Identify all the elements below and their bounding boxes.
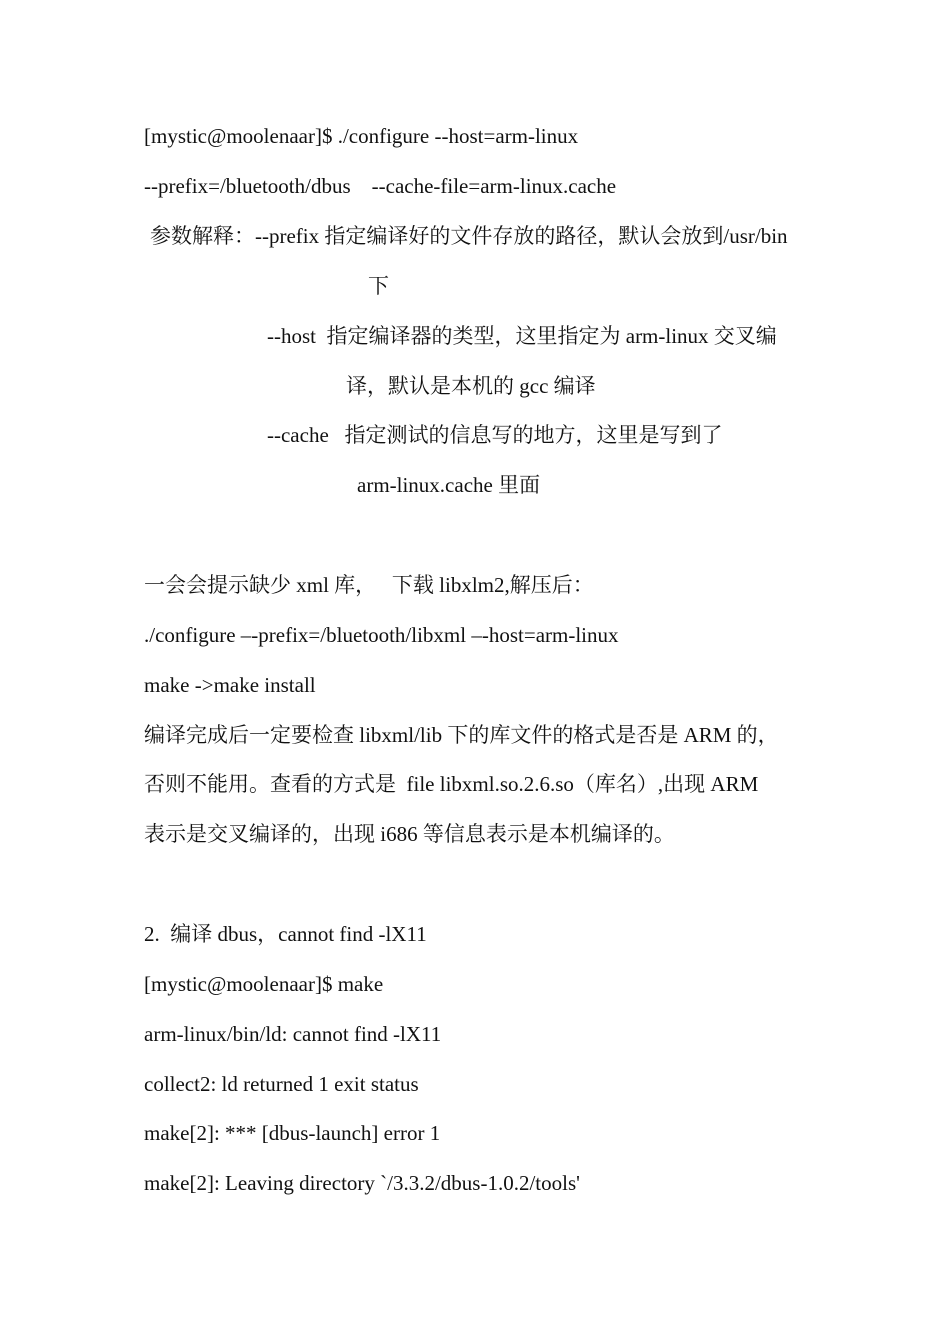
- param-host-continuation: 译，默认是本机的 gcc 编译: [346, 374, 596, 398]
- make-command-line: [mystic@moolenaar]$ make: [144, 972, 384, 996]
- param-prefix-continuation: 下: [368, 274, 389, 298]
- xml-missing-hint: 一会会提示缺少 xml 库， 下载 libxlm2,解压后：: [144, 573, 594, 597]
- check-note-line-3: 表示是交叉编译的，出现 i686 等信息表示是本机编译的。: [144, 822, 675, 846]
- configure-command-line: [mystic@moolenaar]$ ./configure --host=arm-linux: [144, 124, 579, 148]
- check-note-line-2: 否则不能用。查看的方式是 file libxml.so.2.6.so（库名）,出现 ARM: [144, 772, 759, 796]
- param-cache-explanation: --cache 指定测试的信息写的地方，这里是写到了: [267, 423, 723, 447]
- libxml-configure-command: ./configure –-prefix=/bluetooth/libxml –-host=arm-linux: [144, 623, 619, 647]
- make-error-line: make[2]: *** [dbus-launch] error 1: [144, 1121, 441, 1145]
- check-note-line-1: 编译完成后一定要检查 libxml/lib 下的库文件的格式是否是 ARM 的，: [144, 723, 779, 747]
- param-host-explanation: --host 指定编译器的类型，这里指定为 arm-linux 交叉编: [267, 324, 777, 348]
- make-install-command: make ->make install: [144, 673, 316, 697]
- configure-options-line: --prefix=/bluetooth/dbus --cache-file=arm-linux.cache: [144, 174, 617, 198]
- ld-error-line: arm-linux/bin/ld: cannot find -lX11: [144, 1022, 442, 1046]
- collect2-error-line: collect2: ld returned 1 exit status: [144, 1072, 419, 1096]
- section-2-heading: 2. 编译 dbus，cannot find -lX11: [144, 922, 427, 946]
- make-leaving-directory-line: make[2]: Leaving directory `/3.3.2/dbus-1.0.2/tools': [144, 1171, 580, 1195]
- param-prefix-explanation: 参数解释：--prefix 指定编译好的文件存放的路径，默认会放到/usr/bin: [150, 224, 788, 248]
- param-cache-continuation: arm-linux.cache 里面: [357, 473, 541, 497]
